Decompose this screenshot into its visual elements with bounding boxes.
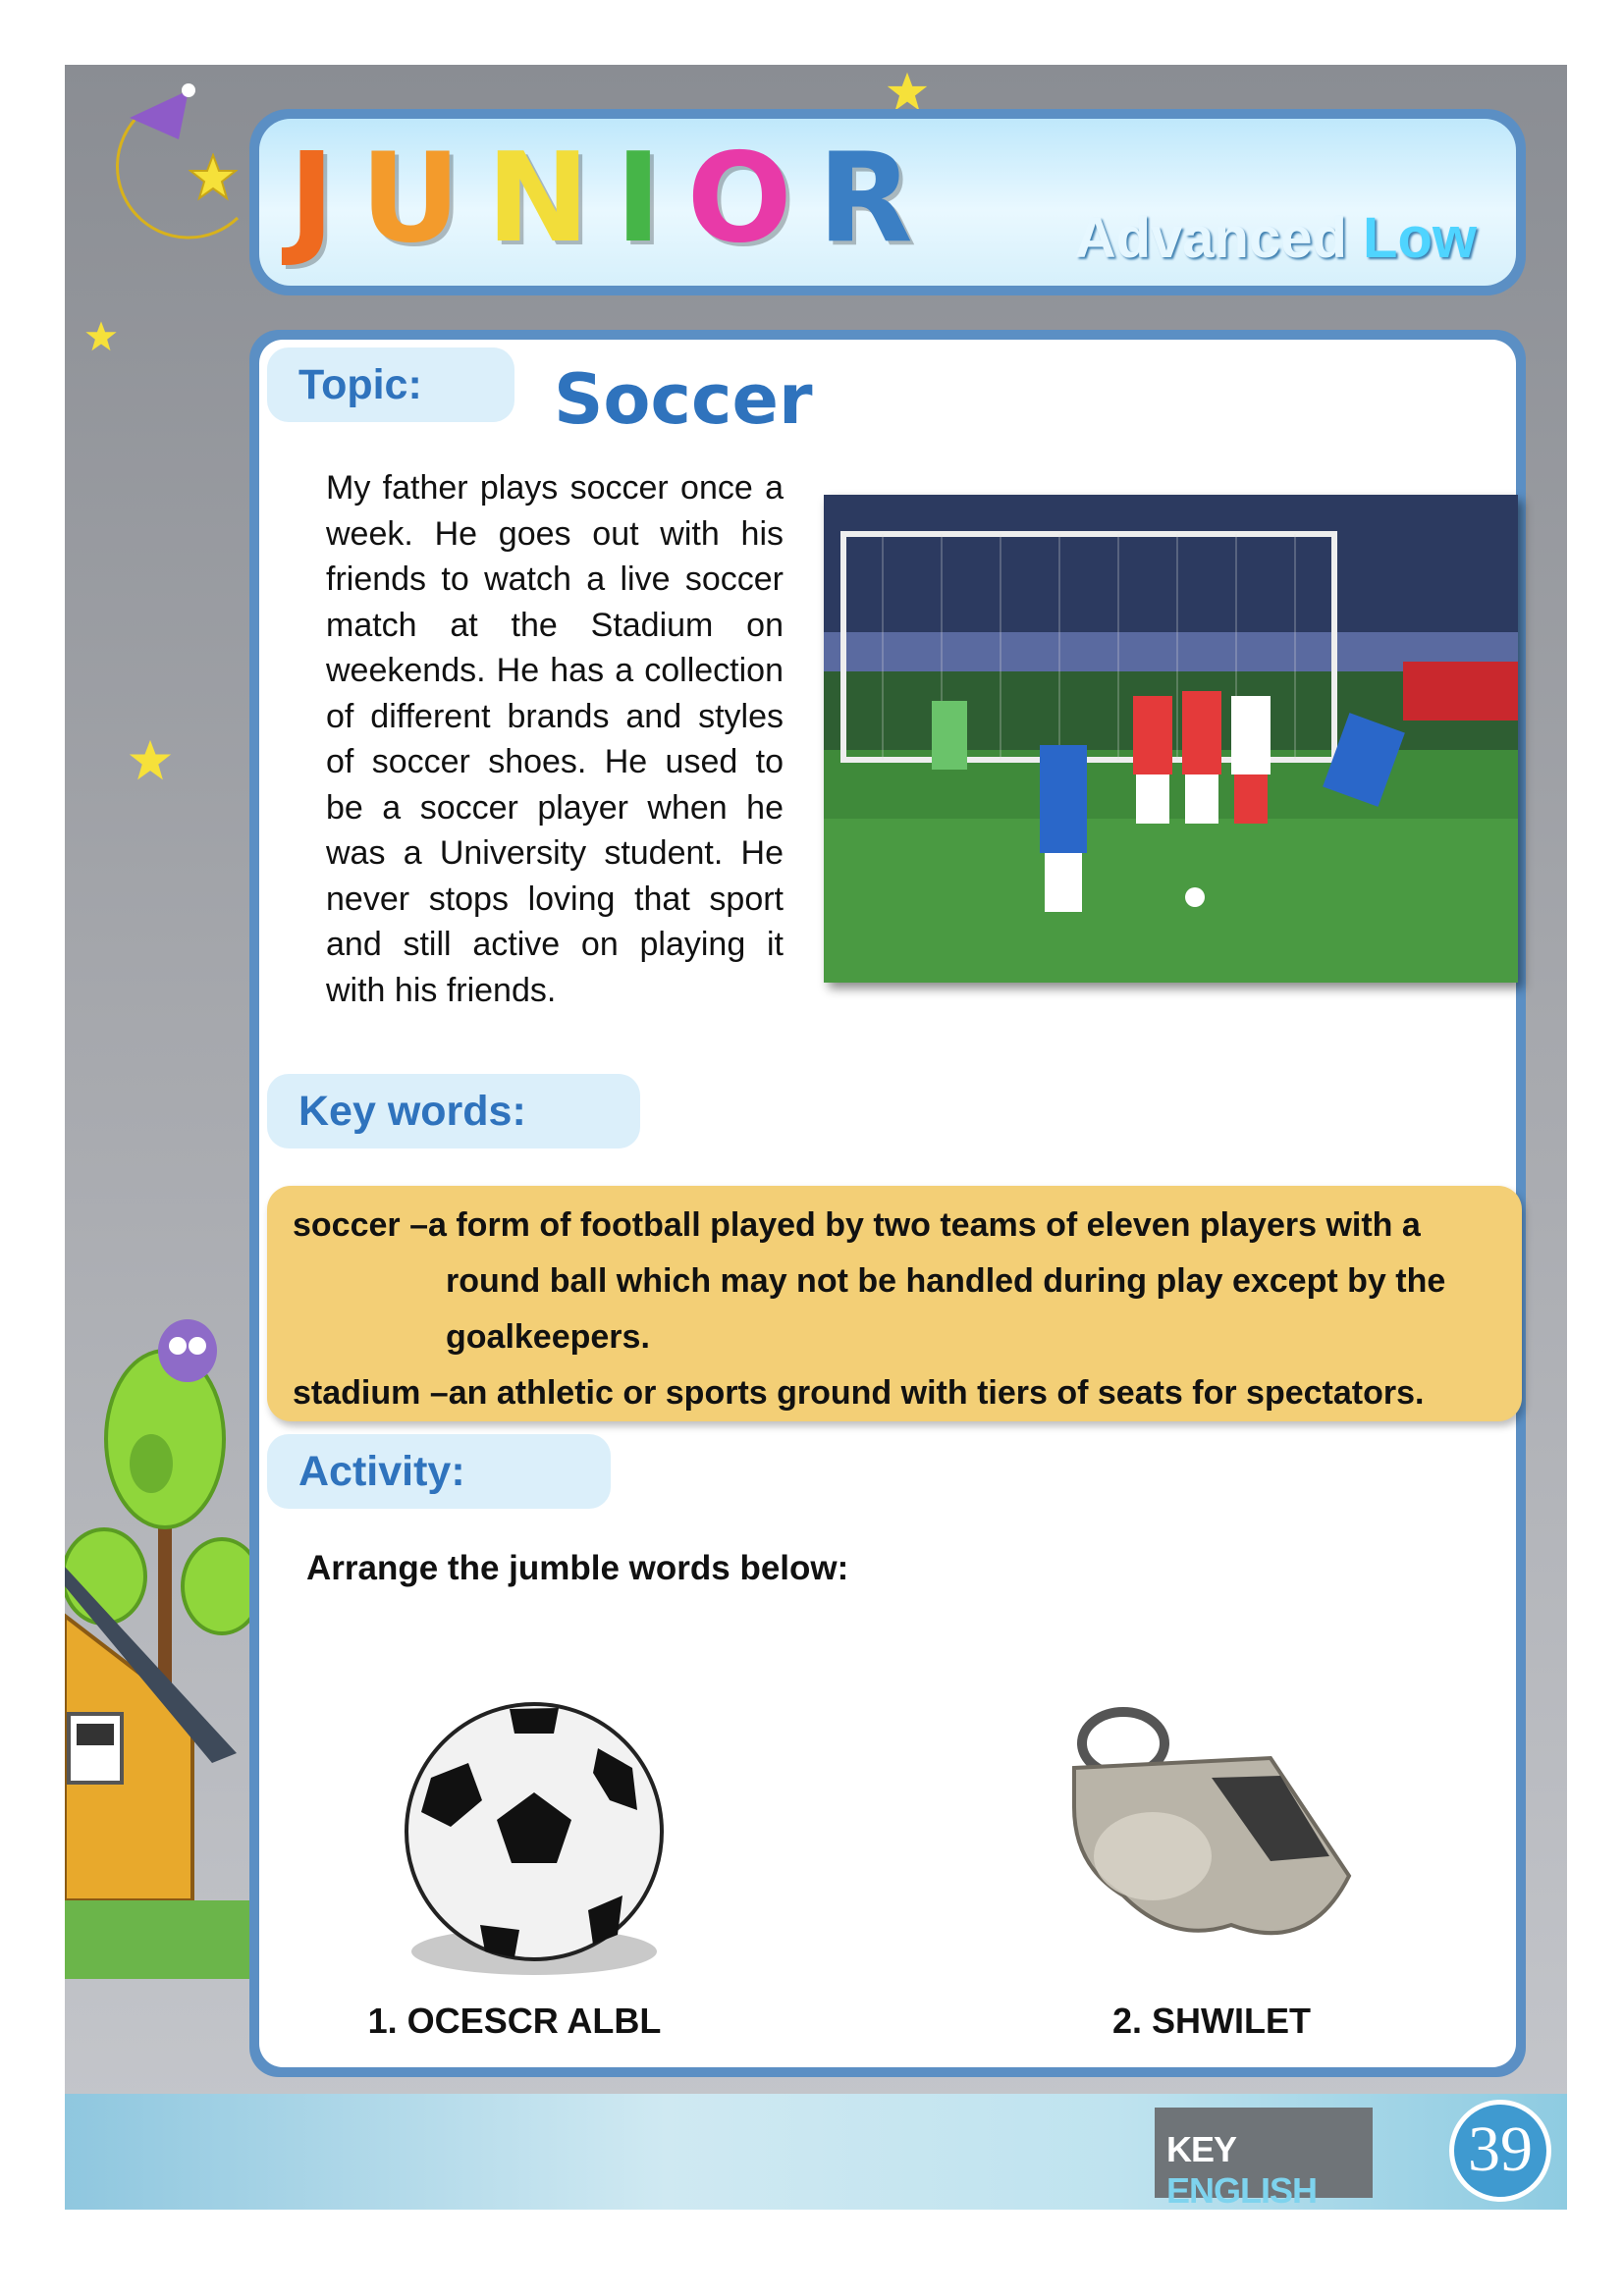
keywords-tag: Key words: [267, 1074, 640, 1148]
soccer-ball-image [392, 1694, 676, 1989]
level-label: Advanced Low [1074, 206, 1477, 270]
keyword-entry [293, 1198, 1496, 1254]
keyword-entry [293, 1365, 1496, 1421]
jumble-item: 1. OCESCR ALBL [367, 2001, 662, 2041]
logo-letter: J [289, 126, 335, 270]
reading-passage: My father plays soccer once a week. He goes out with his friends to watch a live soccer match at the Stadium on weekends. He has a collection of different brands and styles of soccer shoes. He used to be a soccer player when he was a University student. He never stops loving that sport and still active on playing it with his friends. [326, 469, 784, 1009]
soccer-match-photo [824, 495, 1518, 983]
keyword-definition: an athletic or sports ground with tiers of seats for spectators. [448, 1374, 1425, 1412]
moon-icon [71, 71, 267, 257]
header-banner [249, 109, 1526, 295]
whistle-image [1015, 1689, 1408, 1964]
star-icon [886, 71, 929, 114]
page [65, 65, 1567, 2210]
topic-tag: Topic: [267, 347, 514, 422]
logo-letter: O [686, 126, 792, 270]
activity-tag: Activity: [267, 1434, 611, 1509]
content-panel [249, 330, 1526, 2077]
logo-letter: I [615, 126, 662, 270]
keyword-definition-cont: round ball which may not be handled during play except by the [446, 1262, 1446, 1300]
jumble-item: 2. SHWILET [1111, 2001, 1311, 2041]
key-english-logo: KEY ENGLISH [1155, 2108, 1373, 2198]
keyword-term: soccer – [293, 1206, 428, 1244]
keyword-term: stadium – [293, 1374, 449, 1412]
activity-instruction: Arrange the jumble words below: [306, 1549, 849, 1587]
star-icon [128, 738, 173, 783]
junior-logo [289, 126, 913, 270]
keywords-box [267, 1186, 1522, 1421]
page-title: Soccer [554, 359, 813, 440]
star-icon [189, 153, 238, 202]
logo-letter: R [817, 126, 913, 270]
logo-letter: U [359, 126, 461, 270]
star-icon [84, 320, 118, 353]
keyword-definition-cont: goalkeepers. [446, 1318, 650, 1356]
tree-house-illustration [65, 1292, 261, 2097]
logo-letter: N [486, 126, 590, 270]
page-number: 39 [1449, 2100, 1551, 2202]
keyword-definition: a form of football played by two teams of eleven players with a [428, 1206, 1421, 1244]
